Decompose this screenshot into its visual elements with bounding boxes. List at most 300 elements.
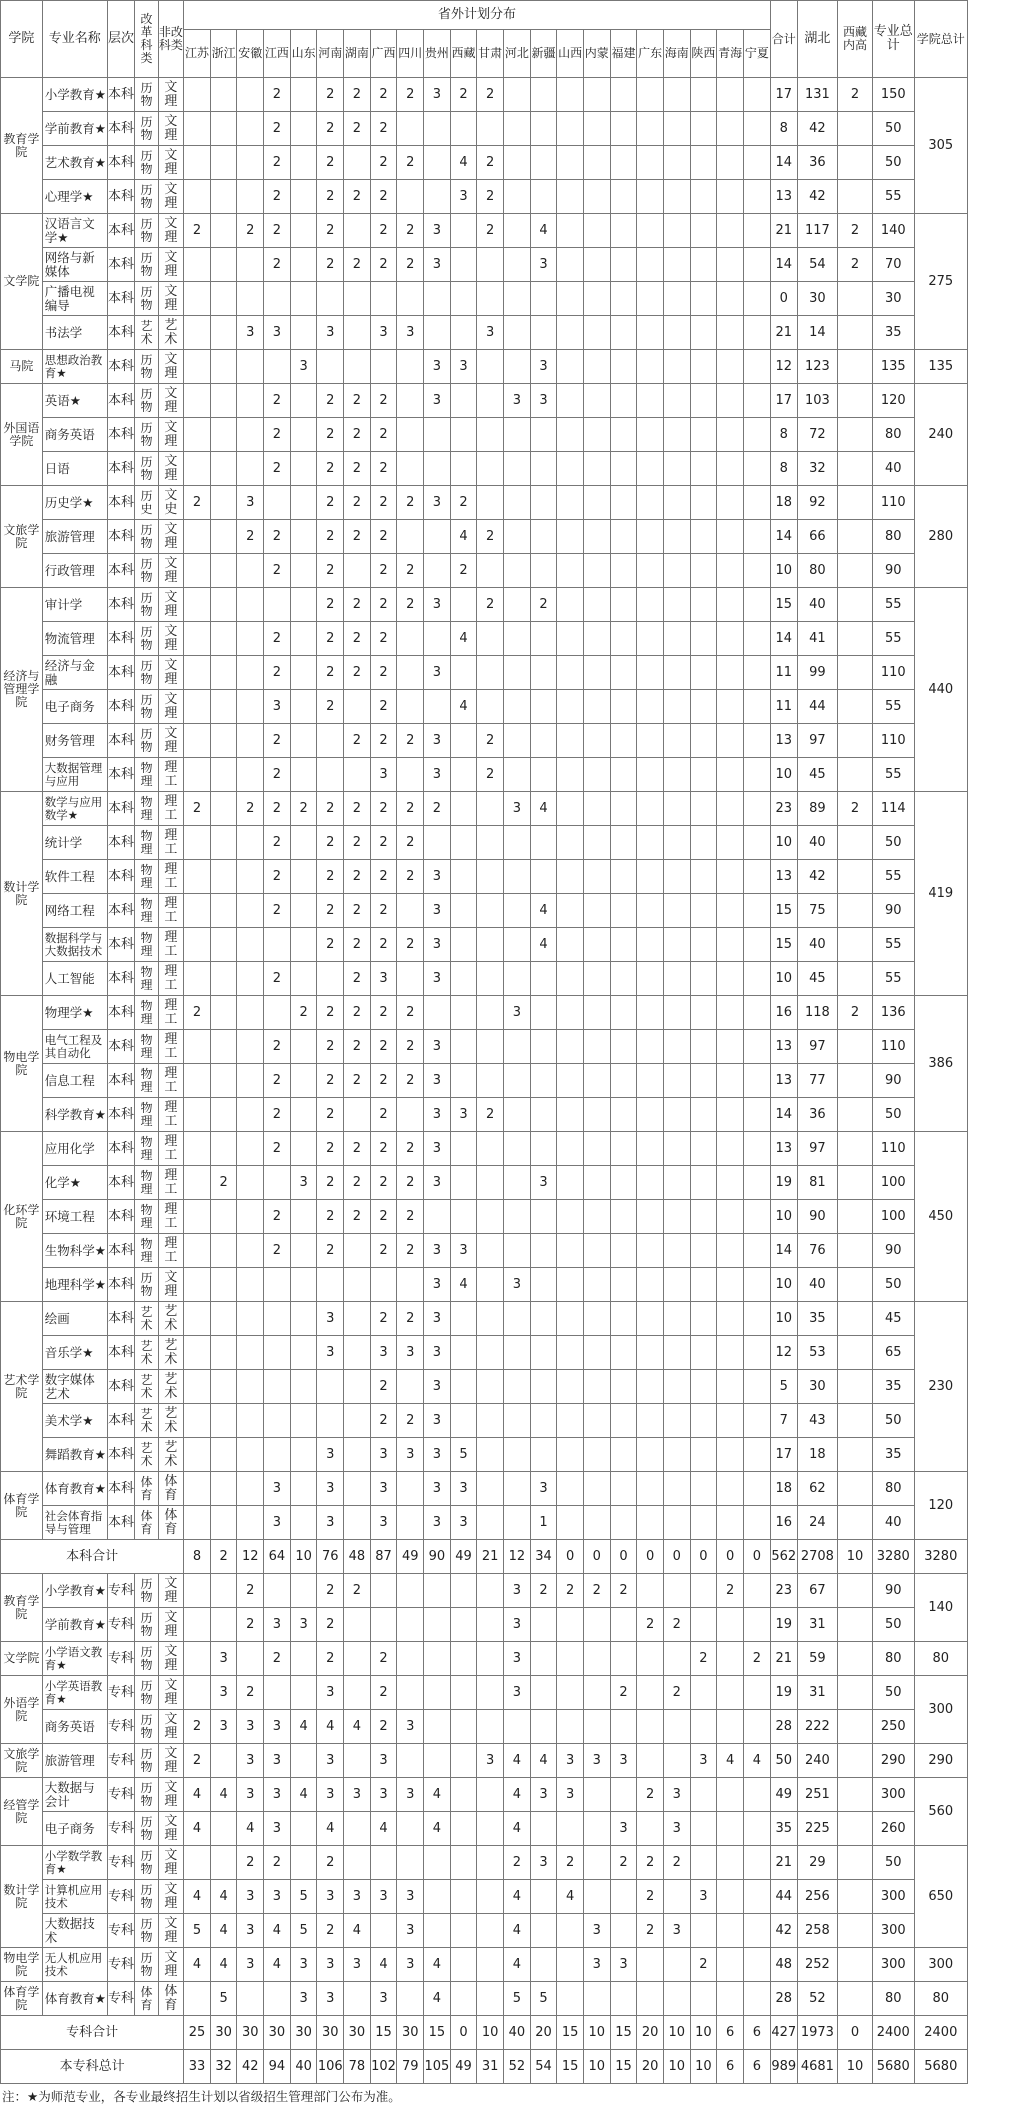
summary-sum: 427 (770, 2016, 797, 2050)
province-count (663, 622, 690, 656)
province-count (344, 316, 371, 350)
nonreform-category: 理工 (158, 758, 184, 792)
header-province: 贵州 (424, 30, 451, 78)
row-total: 5 (770, 1370, 797, 1404)
province-count: 2 (264, 78, 291, 112)
summary-province: 15 (557, 2016, 584, 2050)
province-count (504, 146, 531, 180)
province-count (210, 1268, 237, 1302)
province-count (290, 1030, 317, 1064)
xizang-count (838, 1132, 873, 1166)
province-count (690, 1608, 717, 1642)
province-count (237, 962, 264, 996)
hubei-count: 131 (797, 78, 838, 112)
table-row (1, 1608, 1010, 1642)
major-name: 数字媒体艺术 (42, 1370, 107, 1404)
province-count (637, 1132, 664, 1166)
province-count: 2 (370, 656, 397, 690)
table-row (1, 724, 1010, 758)
major-total: 110 (872, 656, 914, 690)
major-total: 90 (872, 894, 914, 928)
hubei-count: 32 (797, 452, 838, 486)
province-count: 2 (317, 486, 344, 520)
province-count: 2 (264, 384, 291, 418)
xizang-count (838, 1812, 873, 1846)
major-total: 135 (872, 350, 914, 384)
province-count (210, 452, 237, 486)
province-count: 4 (450, 1268, 477, 1302)
province-count (637, 792, 664, 826)
province-count: 2 (477, 146, 504, 180)
province-count (450, 1574, 477, 1608)
summary-province: 52 (504, 2050, 531, 2084)
province-count (557, 1642, 584, 1676)
province-count (663, 860, 690, 894)
province-count: 2 (397, 78, 424, 112)
province-count (637, 1030, 664, 1064)
province-count (663, 758, 690, 792)
province-count (610, 1404, 637, 1438)
level: 本科 (107, 1268, 135, 1302)
province-count (450, 282, 477, 316)
province-count (530, 1438, 557, 1472)
province-count (637, 1472, 664, 1506)
province-count: 3 (424, 1268, 451, 1302)
province-count: 2 (317, 384, 344, 418)
province-count (610, 1608, 637, 1642)
header-province: 江苏 (184, 30, 211, 78)
province-count (184, 1200, 211, 1234)
major-total: 250 (872, 1710, 914, 1744)
summary-xz: 10 (838, 2050, 873, 2084)
province-count: 3 (317, 1472, 344, 1506)
province-count: 2 (530, 1574, 557, 1608)
province-count: 2 (264, 452, 291, 486)
province-count: 4 (450, 146, 477, 180)
province-count (184, 282, 211, 316)
major-name: 舞蹈教育★ (42, 1438, 107, 1472)
province-count: 3 (370, 1778, 397, 1812)
province-count (184, 520, 211, 554)
province-count: 2 (344, 1574, 371, 1608)
province-count: 4 (264, 1948, 291, 1982)
summary-province: 33 (184, 2050, 211, 2084)
province-count (610, 1166, 637, 1200)
province-count: 3 (237, 1778, 264, 1812)
summary-province: 30 (397, 2016, 424, 2050)
province-count (717, 1710, 744, 1744)
province-count (717, 1642, 744, 1676)
reform-category: 物理 (135, 860, 158, 894)
province-count (610, 724, 637, 758)
row-total: 18 (770, 1472, 797, 1506)
nonreform-category: 文理 (158, 146, 184, 180)
nonreform-category: 文理 (158, 350, 184, 384)
province-count: 3 (317, 1336, 344, 1370)
header-hubei: 湖北 (797, 1, 838, 78)
province-count (264, 1404, 291, 1438)
province-count (557, 1200, 584, 1234)
province-count: 3 (370, 1472, 397, 1506)
province-count (663, 1234, 690, 1268)
province-count (210, 724, 237, 758)
province-count (210, 690, 237, 724)
province-count (397, 758, 424, 792)
province-count: 2 (264, 146, 291, 180)
summary-ct: 5680 (914, 2050, 967, 2084)
row-total: 15 (770, 894, 797, 928)
province-count (717, 690, 744, 724)
province-count (637, 724, 664, 758)
nonreform-category: 艺术 (158, 1404, 184, 1438)
province-count (344, 1472, 371, 1506)
province-count (663, 180, 690, 214)
province-count (610, 1880, 637, 1914)
province-count (397, 418, 424, 452)
province-count (690, 928, 717, 962)
table-row (1, 1846, 1010, 1880)
province-count (743, 248, 770, 282)
major-total: 55 (872, 962, 914, 996)
level: 专科 (107, 1574, 135, 1608)
xizang-count: 2 (838, 214, 873, 248)
province-count (237, 554, 264, 588)
province-count (344, 350, 371, 384)
province-count: 2 (370, 1302, 397, 1336)
province-count (317, 724, 344, 758)
province-count: 3 (290, 350, 317, 384)
hubei-count: 53 (797, 1336, 838, 1370)
summary-ct: 3280 (914, 1540, 967, 1574)
province-count (210, 1846, 237, 1880)
province-count: 2 (317, 78, 344, 112)
province-count: 3 (317, 316, 344, 350)
province-count: 3 (424, 1370, 451, 1404)
province-count: 3 (450, 350, 477, 384)
province-count (317, 282, 344, 316)
province-count (557, 146, 584, 180)
province-count: 5 (290, 1880, 317, 1914)
summary-xz: 0 (838, 2016, 873, 2050)
province-count: 2 (370, 1098, 397, 1132)
major-total: 50 (872, 826, 914, 860)
major-name: 电子商务 (42, 1812, 107, 1846)
reform-category: 物理 (135, 928, 158, 962)
province-count (743, 1302, 770, 1336)
province-count: 2 (637, 1778, 664, 1812)
summary-province: 0 (557, 1540, 584, 1574)
reform-category: 历物 (135, 724, 158, 758)
major-total: 50 (872, 1676, 914, 1710)
row-total: 14 (770, 1234, 797, 1268)
province-count: 2 (370, 1030, 397, 1064)
province-count (583, 1336, 610, 1370)
province-count: 4 (370, 1948, 397, 1982)
major-name: 音乐学★ (42, 1336, 107, 1370)
province-count (557, 1302, 584, 1336)
major-total: 55 (872, 690, 914, 724)
xizang-count (838, 1472, 873, 1506)
province-count (583, 724, 610, 758)
reform-category: 物理 (135, 758, 158, 792)
province-count: 3 (504, 384, 531, 418)
reform-category: 历物 (135, 1778, 158, 1812)
province-count (290, 588, 317, 622)
province-count (424, 1642, 451, 1676)
province-count (663, 1098, 690, 1132)
province-count (583, 1676, 610, 1710)
province-count (317, 1404, 344, 1438)
row-total: 21 (770, 1642, 797, 1676)
province-count (530, 1608, 557, 1642)
province-count (663, 1880, 690, 1914)
province-count (717, 656, 744, 690)
province-count: 2 (557, 1574, 584, 1608)
hubei-count: 14 (797, 316, 838, 350)
summary-province: 8 (184, 1540, 211, 1574)
province-count: 3 (583, 1914, 610, 1948)
major-total: 290 (872, 1744, 914, 1778)
hubei-count: 24 (797, 1506, 838, 1540)
province-count (610, 350, 637, 384)
hubei-count: 54 (797, 248, 838, 282)
row-total: 12 (770, 350, 797, 384)
province-count (530, 146, 557, 180)
province-count: 2 (397, 1030, 424, 1064)
province-count (583, 928, 610, 962)
province-count (184, 248, 211, 282)
province-count (663, 588, 690, 622)
province-count (610, 282, 637, 316)
province-count (210, 316, 237, 350)
province-count: 2 (264, 1132, 291, 1166)
province-count (690, 1370, 717, 1404)
province-count: 2 (344, 384, 371, 418)
province-count (690, 1982, 717, 2016)
hubei-count: 90 (797, 1200, 838, 1234)
province-count (290, 1676, 317, 1710)
province-count (583, 1030, 610, 1064)
province-count (743, 1710, 770, 1744)
row-total: 10 (770, 758, 797, 792)
reform-category: 物理 (135, 1234, 158, 1268)
province-count: 3 (344, 1778, 371, 1812)
province-count: 3 (424, 588, 451, 622)
summary-province: 78 (344, 2050, 371, 2084)
province-count: 2 (397, 826, 424, 860)
hubei-count: 92 (797, 486, 838, 520)
province-count: 2 (690, 1642, 717, 1676)
province-count (557, 996, 584, 1030)
province-count (610, 384, 637, 418)
province-count (610, 418, 637, 452)
header-province: 新疆 (530, 30, 557, 78)
province-count (477, 1336, 504, 1370)
province-count (450, 1200, 477, 1234)
province-count (583, 1132, 610, 1166)
level: 专科 (107, 1948, 135, 1982)
province-count (370, 1846, 397, 1880)
reform-category: 历物 (135, 588, 158, 622)
province-count (450, 214, 477, 248)
province-count (344, 1404, 371, 1438)
province-count: 3 (504, 792, 531, 826)
province-count: 2 (370, 1132, 397, 1166)
province-count (344, 1302, 371, 1336)
level: 本科 (107, 622, 135, 656)
xizang-count (838, 282, 873, 316)
province-count (450, 826, 477, 860)
major-name: 思想政治教育★ (42, 350, 107, 384)
province-count (477, 452, 504, 486)
reform-category: 历物 (135, 1880, 158, 1914)
province-count (663, 554, 690, 588)
province-count (424, 146, 451, 180)
province-count (663, 894, 690, 928)
level: 本科 (107, 656, 135, 690)
province-count (743, 724, 770, 758)
province-count: 5 (290, 1914, 317, 1948)
province-count (743, 1268, 770, 1302)
nonreform-category: 理工 (158, 826, 184, 860)
major-total: 35 (872, 1370, 914, 1404)
nonreform-category: 文理 (158, 214, 184, 248)
province-count (583, 1064, 610, 1098)
header-xizang: 西藏内高 (838, 1, 873, 78)
province-count (210, 996, 237, 1030)
province-count (477, 826, 504, 860)
province-count (237, 622, 264, 656)
row-total: 44 (770, 1880, 797, 1914)
province-count (743, 588, 770, 622)
reform-category: 艺术 (135, 1302, 158, 1336)
province-count: 4 (504, 1778, 531, 1812)
province-count: 2 (237, 792, 264, 826)
nonreform-category: 理工 (158, 996, 184, 1030)
level: 本科 (107, 1030, 135, 1064)
province-count (637, 486, 664, 520)
province-count (184, 554, 211, 588)
province-count (637, 1234, 664, 1268)
nonreform-category: 文理 (158, 418, 184, 452)
province-count: 3 (663, 1778, 690, 1812)
reform-category: 艺术 (135, 316, 158, 350)
level: 本科 (107, 1132, 135, 1166)
province-count (663, 1064, 690, 1098)
province-count (717, 1778, 744, 1812)
province-count (663, 418, 690, 452)
province-count: 2 (370, 384, 397, 418)
province-count (290, 758, 317, 792)
xizang-count (838, 588, 873, 622)
province-count: 2 (344, 486, 371, 520)
major-name: 大数据与会计 (42, 1778, 107, 1812)
college-name: 物电学院 (1, 996, 43, 1132)
province-count (583, 962, 610, 996)
province-count (450, 1302, 477, 1336)
province-count: 4 (424, 1982, 451, 2016)
province-count (717, 112, 744, 146)
province-count (477, 1200, 504, 1234)
college-name: 体育学院 (1, 1982, 43, 2016)
level: 本科 (107, 588, 135, 622)
province-count (690, 180, 717, 214)
province-count (317, 758, 344, 792)
province-count (477, 1268, 504, 1302)
major-total: 140 (872, 214, 914, 248)
summary-province: 49 (450, 2050, 477, 2084)
province-count (610, 78, 637, 112)
province-count (637, 554, 664, 588)
summary-province: 10 (690, 2016, 717, 2050)
province-count (637, 1982, 664, 2016)
province-count: 4 (184, 1778, 211, 1812)
table-row (1, 1370, 1010, 1404)
hubei-count: 256 (797, 1880, 838, 1914)
province-count (690, 1302, 717, 1336)
province-count (743, 996, 770, 1030)
province-count (743, 1778, 770, 1812)
province-count (397, 520, 424, 554)
hubei-count: 40 (797, 928, 838, 962)
header-reform: 改革科类 (135, 1, 158, 78)
province-count: 4 (530, 214, 557, 248)
province-count (397, 112, 424, 146)
xizang-count (838, 1302, 873, 1336)
province-count (210, 792, 237, 826)
province-count (583, 316, 610, 350)
level: 本科 (107, 350, 135, 384)
province-count (610, 1302, 637, 1336)
province-count (397, 894, 424, 928)
province-count (530, 1404, 557, 1438)
province-count (290, 1744, 317, 1778)
province-count (210, 1302, 237, 1336)
province-count: 4 (424, 1812, 451, 1846)
province-count (477, 1472, 504, 1506)
province-count (264, 1336, 291, 1370)
province-count (370, 350, 397, 384)
province-count: 2 (477, 520, 504, 554)
province-count (290, 282, 317, 316)
province-count (663, 1574, 690, 1608)
province-count: 3 (424, 758, 451, 792)
summary-province: 30 (210, 2016, 237, 2050)
province-count (530, 1234, 557, 1268)
summary-province: 15 (370, 2016, 397, 2050)
province-count: 2 (317, 1234, 344, 1268)
reform-category: 历物 (135, 554, 158, 588)
level: 本科 (107, 486, 135, 520)
province-count (530, 1200, 557, 1234)
province-count (583, 1608, 610, 1642)
table-row (1, 656, 1010, 690)
province-count: 2 (237, 1574, 264, 1608)
province-count: 3 (424, 656, 451, 690)
nonreform-category: 文理 (158, 1914, 184, 1948)
province-count (504, 180, 531, 214)
hubei-count: 45 (797, 962, 838, 996)
province-count (290, 894, 317, 928)
major-total: 35 (872, 316, 914, 350)
province-count (583, 588, 610, 622)
province-count (210, 1608, 237, 1642)
major-total: 70 (872, 248, 914, 282)
province-count (477, 1642, 504, 1676)
province-count (477, 1710, 504, 1744)
province-count (210, 180, 237, 214)
province-count (637, 78, 664, 112)
